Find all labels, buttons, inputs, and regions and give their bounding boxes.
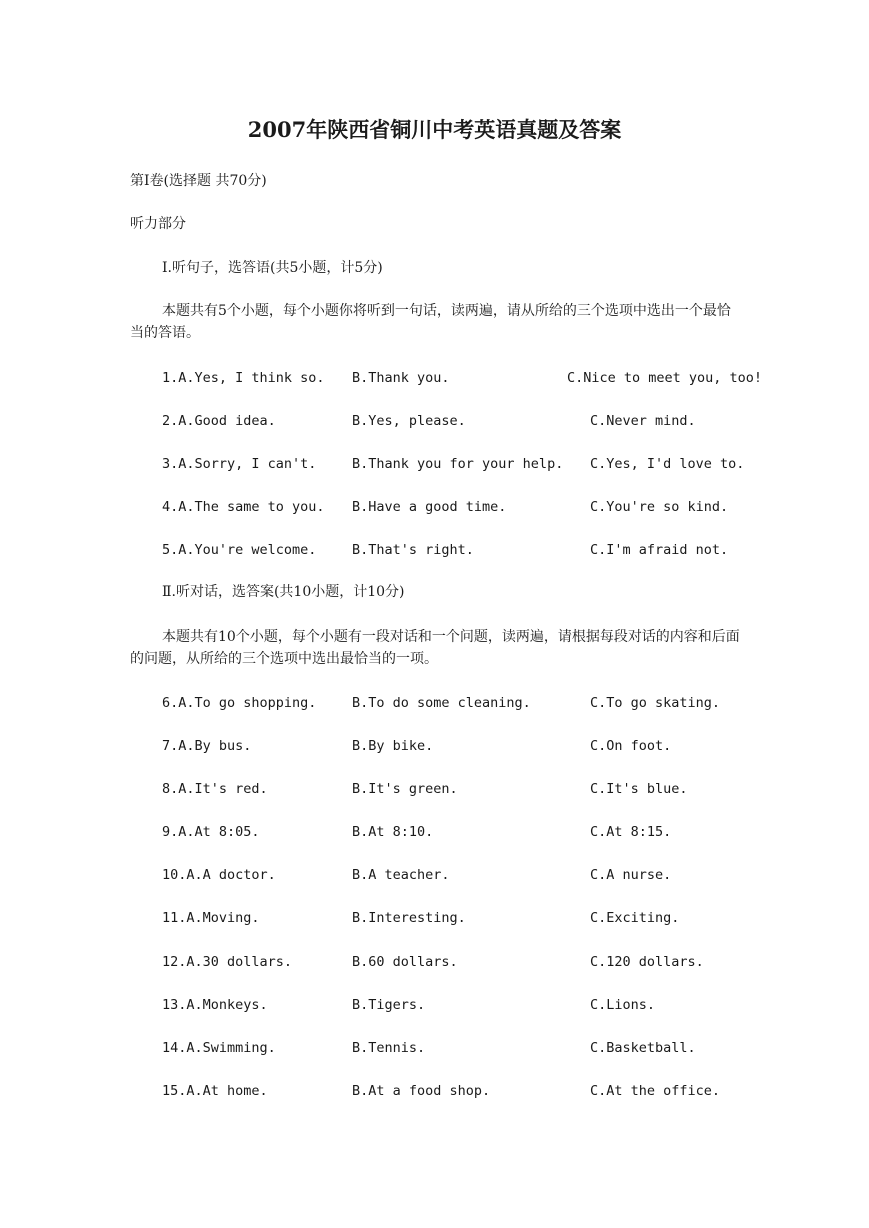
document-title: 2007年陕西省铜川中考英语真题及答案 (247, 117, 622, 142)
option-b: B.By bike. (352, 738, 434, 754)
section1-instructions: 本题共有5个小题，每个小题你将听到一句话，读两遍，请从所给的三个选项中选出一个最恰当的答语。 (130, 303, 731, 341)
option-a: 2.A.Good idea. (162, 413, 276, 429)
option-c: C.A nurse. (590, 867, 672, 883)
question-row (0, 994, 869, 1016)
question-row (0, 735, 869, 757)
question-row (0, 864, 869, 886)
option-c: C.120 dollars. (590, 954, 704, 970)
question-row (0, 778, 869, 800)
option-b: B.Thank you. (352, 370, 450, 386)
option-c: C.On foot. (590, 738, 672, 754)
question-row (0, 453, 869, 475)
option-b: B.A teacher. (352, 867, 450, 883)
option-c: C.Basketball. (590, 1040, 696, 1056)
option-c: C.Never mind. (590, 413, 696, 429)
option-c: C.At the office. (590, 1083, 721, 1099)
option-c: C.Nice to meet you, too! (567, 370, 763, 386)
option-b: B.At a food shop. (352, 1083, 491, 1099)
question-row (0, 692, 869, 714)
option-b: B.That's right. (352, 542, 474, 558)
option-a: 9.A.At 8:05. (162, 824, 260, 840)
option-a: 11.A.Moving. (162, 910, 260, 926)
listening-heading: 听力部分 (130, 216, 186, 232)
section2-heading: Ⅱ.听对话，选答案(共10小题，计10分) (162, 584, 405, 600)
question-row (0, 410, 869, 432)
option-b: B.60 dollars. (352, 954, 458, 970)
question-row (0, 951, 869, 973)
option-c: C.I'm afraid not. (590, 542, 729, 558)
option-c: C.Lions. (590, 997, 656, 1013)
option-a: 4.A.The same to you. (162, 499, 325, 515)
option-a: 6.A.To go shopping. (162, 695, 317, 711)
option-a: 5.A.You're welcome. (162, 542, 317, 558)
question-row (0, 1037, 869, 1059)
question-row (0, 539, 869, 561)
option-a: 3.A.Sorry, I can't. (162, 456, 317, 472)
section2-instructions: 本题共有10个小题，每个小题有一段对话和一个问题，读两遍，请根据每段对话的内容和后面的问题，从所给的三个选项中选出最恰当的一项。 (130, 629, 740, 667)
option-a: 1.A.Yes, I think so. (162, 370, 325, 386)
section1-heading: Ⅰ.听句子，选答语(共5小题，计5分) (162, 260, 383, 276)
option-b: B.Have a good time. (352, 499, 507, 515)
option-a: 10.A.A doctor. (162, 867, 276, 883)
option-a: 13.A.Monkeys. (162, 997, 268, 1013)
option-c: C.At 8:15. (590, 824, 672, 840)
question-row (0, 367, 869, 389)
option-c: C.Exciting. (590, 910, 680, 926)
question-row (0, 907, 869, 929)
question-row (0, 1080, 869, 1102)
option-b: B.To do some cleaning. (352, 695, 531, 711)
option-c: C.You're so kind. (590, 499, 729, 515)
option-b: B.Yes, please. (352, 413, 466, 429)
option-c: C.To go skating. (590, 695, 721, 711)
option-a: 7.A.By bus. (162, 738, 252, 754)
option-b: B.Thank you for your help. (352, 456, 564, 472)
part-heading: 第Ⅰ卷(选择题 共70分) (130, 173, 267, 189)
option-b: B.It's green. (352, 781, 458, 797)
option-a: 8.A.It's red. (162, 781, 268, 797)
option-c: C.It's blue. (590, 781, 688, 797)
question-row (0, 821, 869, 843)
option-b: B.Tennis. (352, 1040, 426, 1056)
option-a: 14.A.Swimming. (162, 1040, 276, 1056)
option-b: B.Interesting. (352, 910, 466, 926)
option-b: B.Tigers. (352, 997, 426, 1013)
option-c: C.Yes, I'd love to. (590, 456, 745, 472)
question-row (0, 496, 869, 518)
option-a: 15.A.At home. (162, 1083, 268, 1099)
option-a: 12.A.30 dollars. (162, 954, 293, 970)
option-b: B.At 8:10. (352, 824, 434, 840)
